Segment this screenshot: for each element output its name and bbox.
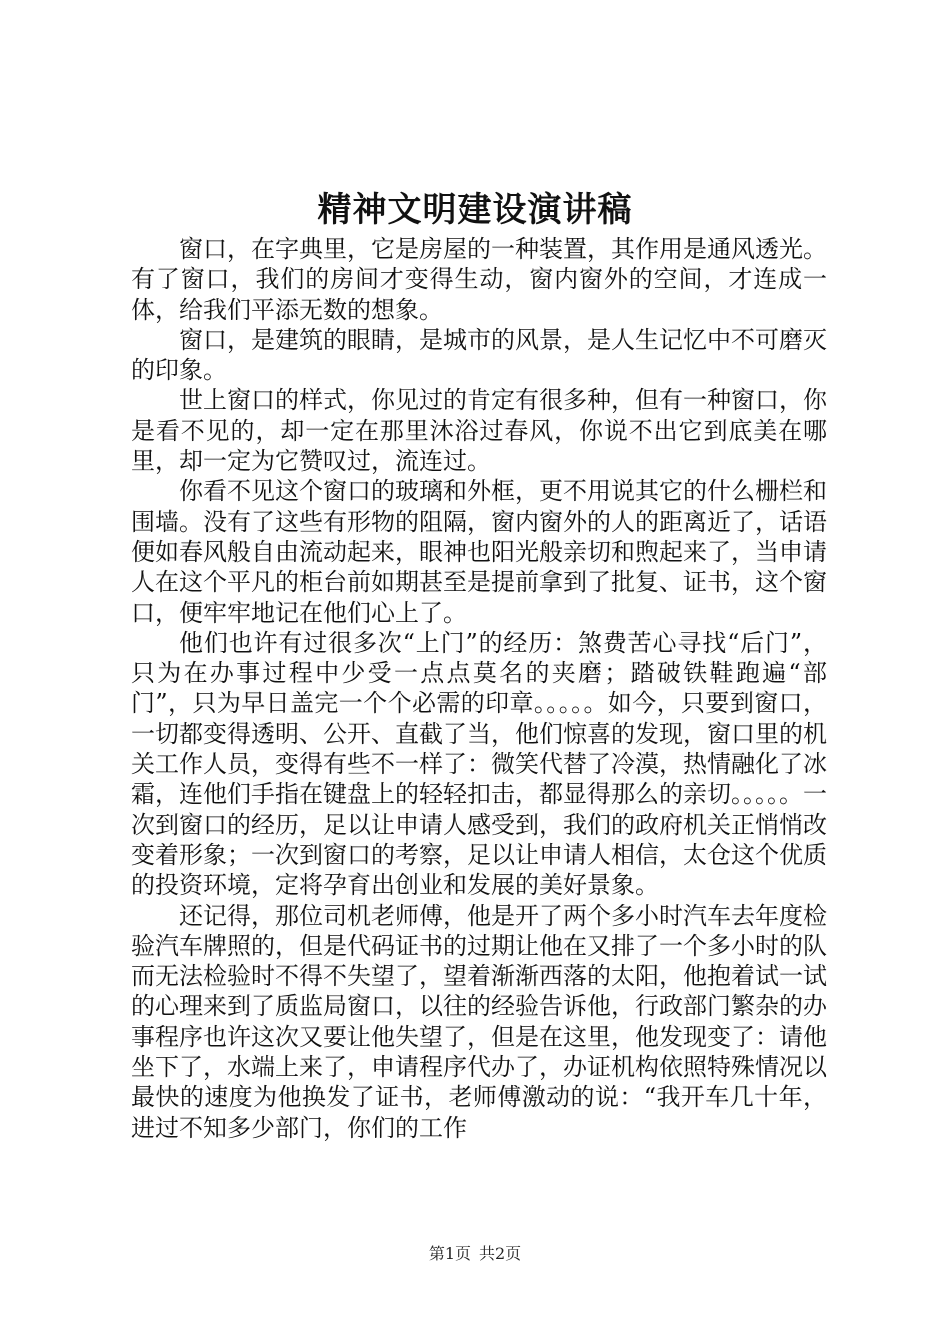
document-body bbox=[131, 234, 827, 1143]
paragraph-5: 他们也许有过很多次“上门”的经历：煞费苦心寻找“后门”，只为在办事过程中少受一点点莫名的夹磨；踏破铁鞋跑遍“部门”，只为早日盖完一个个必需的印章。。。。。如今，只要到窗口，一切都变得透明、公开、直截了当，他们惊喜的发现，窗口里的机关工作人员，变得有些不一样了：微笑代替了冷漠，热情融化了冰霜，连他们手指在键盘上的轻轻扣击，都显得那么的亲切。。。。。一次到窗口的经历，足以让申请人感受到，我们的政府机关正悄悄改变着形象；一次到窗口的考察，足以让申请人相信，太仓这个优质的投资环境，定将孕育出创业和发展的美好景象。 bbox=[131, 628, 827, 900]
total-pages: 共2页 bbox=[479, 1244, 522, 1263]
document-title: 精神文明建设演讲稿 bbox=[317, 190, 633, 230]
page-footer bbox=[0, 1243, 950, 1265]
paragraph-3: 世上窗口的样式，你见过的肯定有很多种，但有一种窗口，你是看不见的，却一定在那里沐浴过春风，你说不出它到底美在哪里，却一定为它赞叹过，流连过。 bbox=[131, 386, 827, 476]
paragraph-1: 窗口，在字典里，它是房屋的一种装置，其作用是通风透光。有了窗口，我们的房间才变得生动，窗内窗外的空间，才连成一体，给我们平添无数的想象。 bbox=[131, 235, 827, 324]
paragraph-4: 你看不见这个窗口的玻璃和外框，更不用说其它的什么栅栏和围墙。没有了这些有形物的阻隔，窗内窗外的人的距离近了，话语便如春风般自由流动起来，眼神也阳光般亲切和煦起来了，当申请人在这个平凡的柜台前如期甚至是提前拿到了批复、证书，这个窗口，便牢牢地记在他们心上了。 bbox=[131, 477, 827, 627]
paragraph-6: 还记得，那位司机老师傅，他是开了两个多小时汽车去年度检验汽车牌照的，但是代码证书的过期让他在又排了一个多小时的队而无法检验时不得不失望了，望着渐渐西落的太阳，他抱着试一试的心理来到了质监局窗口，以往的经验告诉他，行政部门繁杂的办事程序也许这次又要让他失望了，但是在这里，他发现变了：请他坐下了，水端上来了，申请程序代办了，办证机构依照特殊情况以最快的速度为他换发了证书，老师傅激动的说：“我开车几十年，进过不知多少部门，你们的工作 bbox=[131, 901, 827, 1142]
page-number: 第1页 bbox=[428, 1244, 471, 1263]
paragraph-2: 窗口，是建筑的眼睛，是城市的风景，是人生记忆中不可磨灭的印象。 bbox=[131, 325, 827, 385]
